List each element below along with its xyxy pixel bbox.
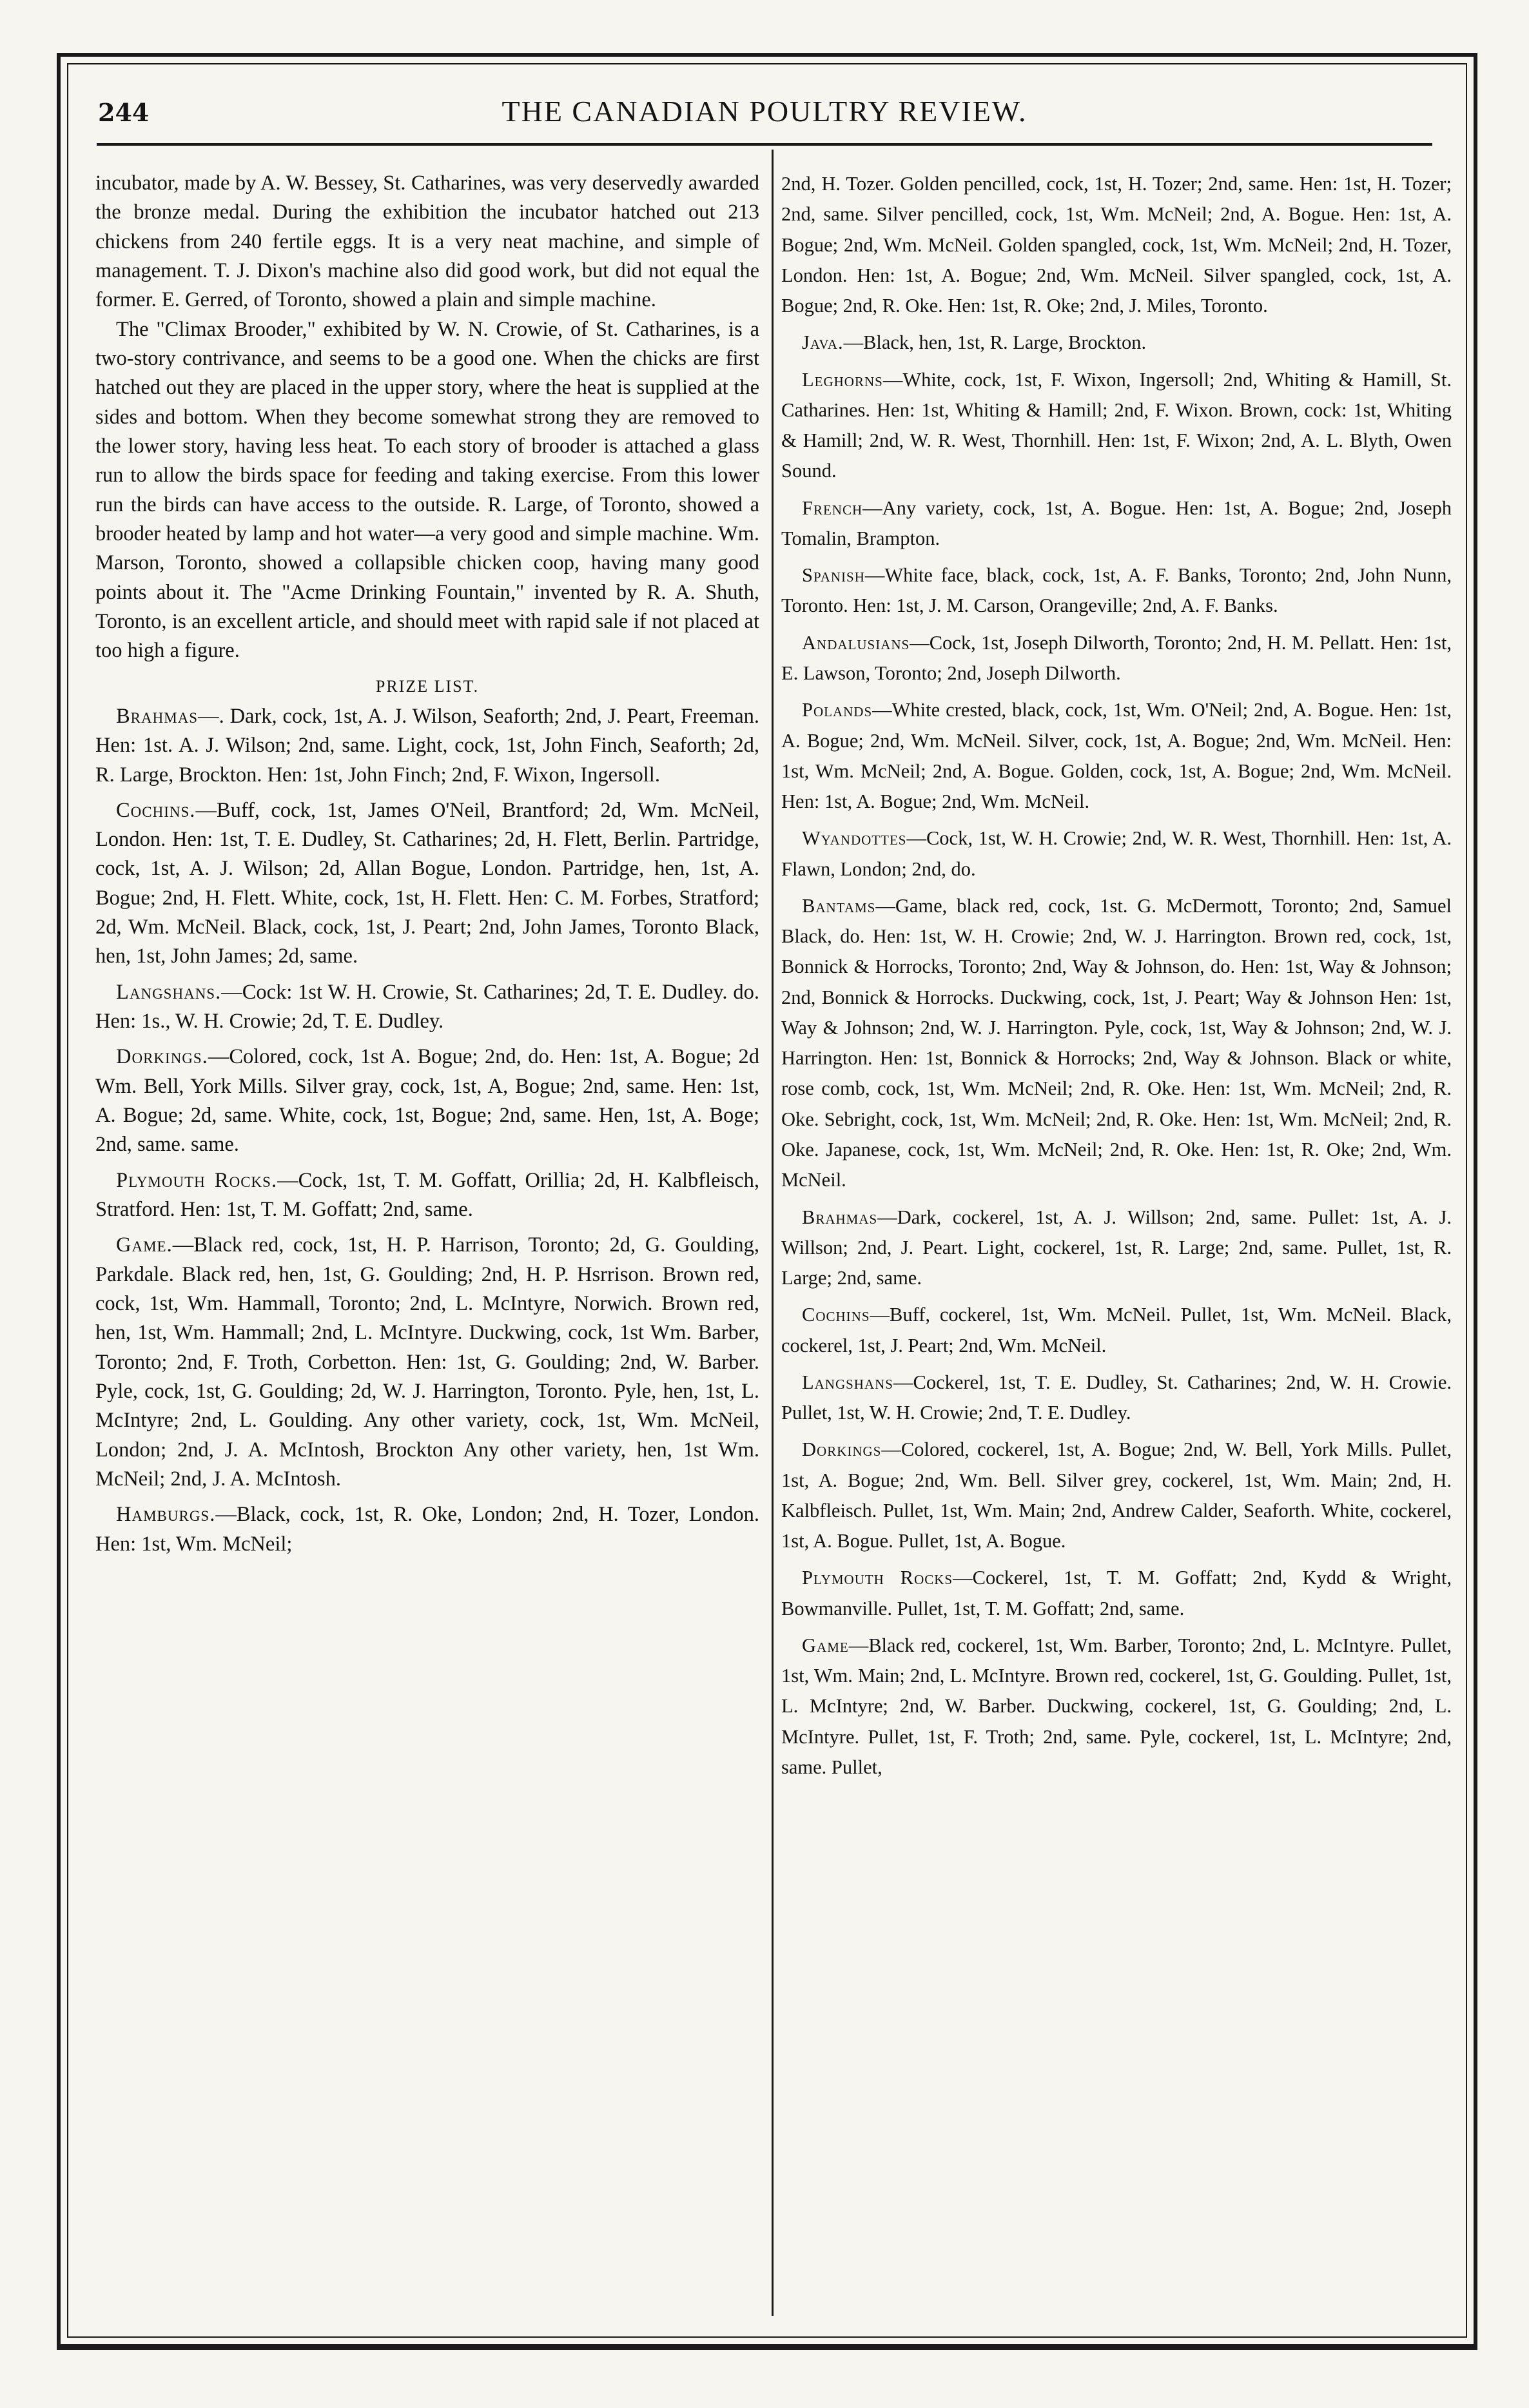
breed-label: Brahmas (116, 704, 199, 728)
entry-text: —Cock: 1st W. H. Crowie, St. Catharines; 2d, T. E. Dudley. do. Hen: 1s., W. H. Crowie; 2d, T. E. Dudley. (95, 980, 759, 1033)
page-number: 244 (98, 98, 150, 127)
prize-entry (95, 702, 759, 790)
breed-label: Spanish (802, 564, 865, 587)
prize-entries-left (95, 702, 759, 1559)
prize-entry (781, 560, 1452, 622)
breed-label: Bantams (802, 894, 876, 917)
running-title: THE CANADIAN POULTRY REVIEW. (502, 95, 1027, 128)
column-divider (772, 150, 774, 2316)
prize-entry (781, 1563, 1452, 1624)
entry-text: —White face, black, cock, 1st, A. F. Banks, Toronto; 2nd, John Nunn, Toronto. Hen: 1st, J. M. Carson, Orangeville; 2nd, A. F. Banks. (781, 564, 1452, 617)
prize-entry (781, 328, 1452, 358)
prize-entry (95, 1231, 759, 1494)
breed-label: Java. (802, 331, 844, 354)
entry-text: —White, cock, 1st, F. Wixon, Ingersoll; 2nd, Whiting & Hamill, St. Catharines. Hen: 1st, Whiting & Hamill; 2nd, F. Wixon. Brown, cock: 1st, Whiting & Hamill; 2nd, W. R. West, Thornhill. Hen: 1st, F. Wixon; 2nd, A. L. Blyth, Owen Sound. (781, 368, 1452, 482)
header-rule (97, 143, 1432, 146)
prize-entry (95, 1166, 759, 1225)
prize-entry (781, 1202, 1452, 1294)
right-column (781, 169, 1452, 1783)
entry-text: —Colored, cockerel, 1st, A. Bogue; 2nd, W. Bell, York Mills. Pullet, 1st, A. Bogue; 2nd, Wm. Bell. Silver grey, cockerel, 1st, Wm. Main; 2nd, H. Kalbfleisch. Pullet, 1st, Wm. Main; 2nd, Andrew Calder, Seaforth. White, cockerel, 1st, A. Bogue. Pullet, 1st, A. Bogue. (781, 1438, 1452, 1552)
breed-label: Langshans. (116, 980, 222, 1004)
prize-list-heading: PRIZE LIST. (375, 676, 480, 696)
prize-entry (781, 1434, 1452, 1556)
prize-entry (781, 169, 1452, 321)
prize-entry (781, 891, 1452, 1196)
breed-label: Game (802, 1634, 849, 1656)
entry-text: —Cock, 1st, T. M. Goffatt, Orillia; 2d, H. Kalbfleisch, Stratford. Hen: 1st, T. M. Goffatt; 2nd, same. (95, 1168, 759, 1222)
entry-text: —. Dark, cock, 1st, A. J. Wilson, Seaforth; 2nd, J. Peart, Freeman. Hen: 1st. A. J. Wilson; 2nd, same. Light, cock, 1st, John Finch, Seaforth; 2d, R. Large, Brockton. Hen: 1st, John Finch; 2nd, F. Wixon, Ingersoll. (95, 704, 759, 787)
entry-text: —Cockerel, 1st, T. E. Dudley, St. Catharines; 2nd, W. H. Crowie. Pullet, 1st, W. H. Crowie; 2nd, T. E. Dudley. (781, 1371, 1452, 1424)
entry-text: —Colored, cock, 1st A. Bogue; 2nd, do. Hen: 1st, A. Bogue; 2d Wm. Bell, York Mills. Silver gray, cock, 1st, A, Bogue; 2nd, same. Hen: 1st, A. Bogue; 2d, same. White, cock, 1st, Bogue; 2nd, same. Hen, 1st, A. Boge; 2nd, same. same. (95, 1045, 759, 1157)
breed-label: Dorkings (802, 1438, 882, 1461)
breed-label: Dorkings. (116, 1045, 208, 1069)
paragraph-brooder: The "Climax Brooder," exhibited by W. N. Crowie, of St. Catharines, is a two-story contrivance, and seems to be a good one. When the chicks are first hatched out they are placed in the upper story, where the heat is supplied at the sides and bottom. When they become somewhat strong they are removed to the lower story, having less heat. To each story of brooder is attached a glass run to allow the birds space for feeding and taking exercise. From this lower run the birds can have access to the outside. R. Large, of Toronto, showed a brooder heated by lamp and hot water—a very good and simple machine. Wm. Marson, Toronto, showed a collapsible chicken coop, having many good points about it. The "Acme Drinking Fountain," invented by R. A. Shuth, Toronto, is an excellent article, and should meet with rapid sale if not placed at too high a figure. (95, 317, 759, 663)
entry-text: 2nd, H. Tozer. Golden pencilled, cock, 1st, H. Tozer; 2nd, same. Hen: 1st, H. Tozer; 2nd, same. Silver pencilled, cock, 1st, Wm. McNeil; 2nd, A. Bogue. Hen: 1st, A. Bogue; 2nd, Wm. McNeil. Golden spangled, cock, 1st, Wm. McNeil; 2nd, H. Tozer, London. Hen: 1st, A. Bogue; 2nd, Wm. McNeil. Silver spangled, cock, 1st, A. Bogue; 2nd, R. Oke. Hen: 1st, R. Oke; 2nd, J. Miles, Toronto. (781, 173, 1452, 317)
breed-label: Plymouth Rocks. (116, 1168, 278, 1192)
entry-text: —Cock, 1st, W. H. Crowie; 2nd, W. R. West, Thornhill. Hen: 1st, A. Flawn, London; 2nd, do. (781, 827, 1452, 880)
entry-text: —White crested, black, cock, 1st, Wm. O'Neil; 2nd, A. Bogue. Hen: 1st, A. Bogue; 2nd, Wm. McNeil. Silver, cock, 1st, A. Bogue; 2nd, Wm. McNeil. Hen: 1st, Wm. McNeil; 2nd, A. Bogue. Golden, cock, 1st, A. Bogue; 2nd, Wm. McNeil. Hen: 1st, A. Bogue; 2nd, Wm. McNeil. (781, 699, 1452, 813)
entry-text: —Buff, cock, 1st, James O'Neil, Brantford; 2d, Wm. McNeil, London. Hen: 1st, T. E. Dudley, St. Catharines; 2d, H. Flett, Berlin. Partridge, cock, 1st, A. J. Wilson; 2d, Allan Bogue, London. Partridge, hen, 1st, A. Bogue; 2nd, H. Flett. White, cock, 1st, H. Flett. Hen: C. M. Forbes, Stratford; 2d, Wm. McNeil. Black, cock, 1st, J. Peart; 2nd, John James, Toronto Black, hen, 1st, John James; 2d, same. (95, 798, 759, 968)
breed-label: Hamburgs. (116, 1503, 216, 1527)
bottom-rule (57, 2347, 1477, 2350)
entry-text: —Black red, cock, 1st, H. P. Harrison, Toronto; 2d, G. Goulding, Parkdale. Black red, hen, 1st, G. Goulding; 2nd, H. P. Hsrrison. Brown red, cock, 1st, Wm. Hammall, Toronto; 2nd, L. McIntyre, Norwich. Brown red, hen, 1st, Wm. Hammall; 2nd, L. McIntyre. Duckwing, cock, 1st Wm. Barber, Toronto; 2nd, F. Troth, Corbetton. Hen: 1st, G. Goulding; 2nd, W. Barber. Pyle, cock, 1st, G. Goulding; 2d, W. J. Harrington, Toronto. Pyle, hen, 1st, L. McIntyre; 2nd, L. Goulding. Any other variety, cock, 1st, Wm. McNeil, London; 2nd, J. A. McIntosh, Brockton Any other variety, hen, 1st Wm. McNeil; 2nd, J. A. McIntosh. (95, 1233, 759, 1491)
breed-label: French (802, 496, 863, 519)
breed-label: Wyandottes (802, 827, 907, 850)
breed-label: Polands (802, 699, 873, 721)
paragraph-incubator: incubator, made by A. W. Bessey, St. Catharines, was very deservedly awarded the bronze medal. During the exhibition the incubator hatched out 213 chickens from 240 fertile eggs. It is a very neat machine, and simple of management. T. J. Dixon's machine also did good work, but did not equal the former. E. Gerred, of Toronto, showed a plain and simple machine. (95, 171, 759, 312)
prize-entry (781, 493, 1452, 554)
breed-label: Andalusians (802, 631, 910, 654)
entry-text: —Any variety, cock, 1st, A. Bogue. Hen: 1st, A. Bogue; 2nd, Joseph Tomalin, Brampton. (781, 496, 1452, 549)
prize-entry (95, 1042, 759, 1159)
breed-label: Plymouth Rocks (802, 1567, 953, 1589)
entry-text: —Black, cock, 1st, R. Oke, London; 2nd, H. Tozer, London. Hen: 1st, Wm. McNeil; (95, 1503, 759, 1556)
prize-entry (781, 628, 1452, 689)
breed-label: Brahmas (802, 1206, 878, 1228)
prize-entry (95, 978, 759, 1037)
breed-label: Langshans (802, 1371, 893, 1393)
entry-text: —Cockerel, 1st, T. M. Goffatt; 2nd, Kydd & Wright, Bowmanville. Pullet, 1st, T. M. Goffatt; 2nd, same. (781, 1567, 1452, 1620)
prize-entry (781, 1300, 1452, 1361)
prize-entry (781, 1630, 1452, 1783)
breed-label: Leghorns (802, 368, 883, 391)
entry-text: —Black, hen, 1st, R. Large, Brockton. (843, 331, 1147, 354)
prize-entry (781, 365, 1452, 487)
entry-text: —Buff, cockerel, 1st, Wm. McNeil. Pullet, 1st, Wm. McNeil. Black, cockerel, 1st, J. Peart; 2nd, Wm. McNeil. (781, 1304, 1452, 1356)
prize-entries-right (781, 169, 1452, 1783)
breed-label: Game. (116, 1233, 173, 1257)
entry-text: —Dark, cockerel, 1st, A. J. Willson; 2nd, same. Pullet: 1st, A. J. Willson; 2nd, J. Peart. Light, cockerel, 1st, R. Large; 2nd, same. Pullet, 1st, R. Large; 2nd, same. (781, 1206, 1452, 1289)
breed-label: Cochins (802, 1304, 870, 1326)
entry-text: —Cock, 1st, Joseph Dilworth, Toronto; 2nd, H. M. Pellatt. Hen: 1st, E. Lawson, Toronto; 2nd, Joseph Dilworth. (781, 631, 1452, 684)
prize-entry (95, 1500, 759, 1559)
left-column (95, 169, 759, 1559)
entry-text: —Game, black red, cock, 1st. G. McDermott, Toronto; 2nd, Samuel Black, do. Hen: 1st, W. H. Crowie; 2nd, W. J. Harrington. Brown red, cock, 1st, Bonnick & Horrocks, Toronto; 2nd, Way & Johnson, do. Hen: 1st, Way & Johnson; 2nd, Bonnick & Horrocks. Duckwing, cock, 1st, J. Peart; Way & Johnson Hen: 1st, Way & Johnson; 2nd, W. J. Harrington. Pyle, cock, 1st, Way & Johnson; 2nd, W. J. Harrington. Hen: 1st, Bonnick & Horrocks; 2nd, Way & Johnson. Black or white, rose comb, cock, 1st, Wm. McNeil; 2nd, R. Oke. Hen: 1st, Wm. McNeil; 2nd, R. Oke. Sebright, cock, 1st, Wm. McNeil; 2nd, R. Oke. Hen: 1st, Wm. McNeil; 2nd, R. Oke. Japanese, cock, 1st, Wm. McNeil; 2nd, R. Oke. Hen: 1st, R. Oke; 2nd, Wm. McNeil. (781, 894, 1452, 1191)
entry-text: —Black red, cockerel, 1st, Wm. Barber, Toronto; 2nd, L. McIntyre. Pullet, 1st, Wm. Main; 2nd, L. McIntyre. Brown red, cockerel, 1st, G. Goulding. Pullet, 1st, L. McIntyre; 2nd, W. Barber. Duckwing, cockerel, 1st, G. Goulding; 2nd, L. McIntyre. Pullet, 1st, F. Troth; 2nd, same. Pyle, cockerel, 1st, L. McIntyre; 2nd, same. Pullet, (781, 1634, 1452, 1779)
breed-label: Cochins. (116, 798, 196, 822)
prize-entry (781, 1367, 1452, 1429)
prize-entry (781, 695, 1452, 817)
prize-entry (781, 823, 1452, 885)
prize-entry (95, 796, 759, 972)
